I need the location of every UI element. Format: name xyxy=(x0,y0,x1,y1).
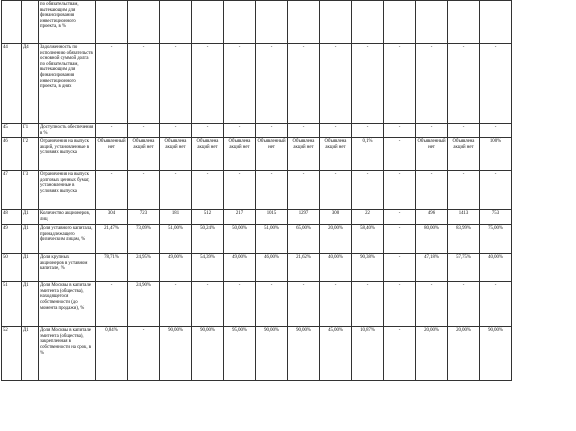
indicator-name: Ограничения на выпуск акций, установленные в условиях выпуска xyxy=(39,138,96,171)
value-cell: - xyxy=(128,327,160,381)
indicator-name: Доступность обеспечения в % xyxy=(39,124,96,138)
value-cell: 723 xyxy=(128,210,160,225)
value-cell xyxy=(224,1,256,44)
value-cell: - xyxy=(384,44,416,124)
value-cell: 753 xyxy=(480,210,512,225)
value-cell: 54,39% xyxy=(192,254,224,282)
value-cell: Объявлена акций нет xyxy=(192,138,224,171)
value-cell: 1297 xyxy=(288,210,320,225)
value-cell: - xyxy=(256,282,288,327)
value-cell: - xyxy=(384,327,416,381)
value-cell: 20,00% xyxy=(416,327,448,381)
value-cell: 83,99% xyxy=(448,225,480,254)
value-cell: - xyxy=(352,171,384,210)
value-cell: - xyxy=(384,124,416,138)
table-row xyxy=(2,327,576,381)
value-cell: Объявленный нет xyxy=(96,138,128,171)
value-cell xyxy=(288,1,320,44)
value-cell: 0,84% xyxy=(96,327,128,381)
indicator-name: Доля уставного капитала, принадлежащего физическим лицам, % xyxy=(39,225,96,254)
row-code xyxy=(22,1,39,44)
value-cell: 57,75% xyxy=(448,254,480,282)
value-cell: 50,00% xyxy=(224,225,256,254)
indicator-name: Доля Москвы в капитале эмитента (общества), закрепленная в собственности на срок, в % xyxy=(39,327,96,381)
row-code: Д1 xyxy=(22,254,39,282)
value-cell: 90,38% xyxy=(352,254,384,282)
row-number: 47 xyxy=(2,171,22,210)
value-cell: - xyxy=(288,282,320,327)
value-cell: 40,00% xyxy=(480,254,512,282)
value-cell: - xyxy=(96,124,128,138)
value-cell: - xyxy=(416,44,448,124)
value-cell: - xyxy=(256,171,288,210)
value-cell: - xyxy=(256,124,288,138)
value-cell: - xyxy=(256,44,288,124)
value-cell: - xyxy=(320,282,352,327)
value-cell: - xyxy=(224,282,256,327)
value-cell: 24,95% xyxy=(128,254,160,282)
value-cell: 100% xyxy=(480,138,512,171)
table-row xyxy=(2,282,576,327)
value-cell: Объявлена акций нет xyxy=(128,138,160,171)
value-cell: - xyxy=(416,171,448,210)
value-cell: - xyxy=(160,124,192,138)
value-cell: - xyxy=(160,44,192,124)
value-cell: Объявлена акций нет xyxy=(224,138,256,171)
value-cell: 496 xyxy=(416,210,448,225)
value-cell: - xyxy=(96,282,128,327)
value-cell: Объявлена акций нет xyxy=(320,138,352,171)
value-cell xyxy=(96,1,128,44)
indicator-name: Ограничения на выпуск долговых ценных бумаг, установленные в условиях выпуска xyxy=(39,171,96,210)
value-cell: 65,00% xyxy=(288,225,320,254)
value-cell: 24,90% xyxy=(128,282,160,327)
value-cell: 0,1% xyxy=(352,138,384,171)
value-cell: - xyxy=(352,124,384,138)
row-number: 44 xyxy=(2,44,22,124)
value-cell: - xyxy=(192,44,224,124)
value-cell: 21,47% xyxy=(96,225,128,254)
table-row xyxy=(2,225,576,254)
value-cell: 40,00% xyxy=(320,254,352,282)
value-cell: 49,00% xyxy=(224,254,256,282)
value-cell: 75,00% xyxy=(480,225,512,254)
value-cell: - xyxy=(480,44,512,124)
table-row xyxy=(2,1,576,44)
value-cell: Объявлена акций нет xyxy=(288,138,320,171)
value-cell: - xyxy=(384,210,416,225)
value-cell: - xyxy=(224,44,256,124)
value-cell: 1015 xyxy=(256,210,288,225)
value-cell: 47,18% xyxy=(416,254,448,282)
value-cell: - xyxy=(480,282,512,327)
value-cell: 90,00% xyxy=(192,327,224,381)
value-cell: - xyxy=(288,171,320,210)
value-cell: 51,00% xyxy=(160,225,192,254)
value-cell xyxy=(160,1,192,44)
value-cell: 304 xyxy=(96,210,128,225)
table-row xyxy=(2,138,576,171)
value-cell: - xyxy=(128,44,160,124)
row-code: Д4 xyxy=(22,44,39,124)
indicator-name: Количество акционеров, лиц xyxy=(39,210,96,225)
row-code: Г3 xyxy=(22,171,39,210)
row-code: Д1 xyxy=(22,225,39,254)
value-cell: 90,00% xyxy=(160,327,192,381)
value-cell: - xyxy=(448,171,480,210)
table-row xyxy=(2,171,576,210)
value-cell: - xyxy=(96,44,128,124)
value-cell: 95,00% xyxy=(224,327,256,381)
row-code: Г1 xyxy=(22,124,39,138)
indicator-name: Доля Москвы в капитале эмитента (общества), находящегося собственности (до момента продажи), % xyxy=(39,282,96,327)
row-code: Д1 xyxy=(22,327,39,381)
value-cell: 217 xyxy=(224,210,256,225)
value-cell xyxy=(384,1,416,44)
value-cell: 73,09% xyxy=(128,225,160,254)
value-cell: 49,00% xyxy=(160,254,192,282)
table-row xyxy=(2,210,576,225)
value-cell: 181 xyxy=(160,210,192,225)
value-cell: 20,00% xyxy=(320,225,352,254)
value-cell: - xyxy=(384,138,416,171)
value-cell: - xyxy=(192,282,224,327)
row-number: 50 xyxy=(2,254,22,282)
value-cell: 512 xyxy=(192,210,224,225)
indicator-name: Доля крупных акционеров в уставном капитале, % xyxy=(39,254,96,282)
row-number: 46 xyxy=(2,138,22,171)
value-cell: - xyxy=(448,44,480,124)
value-cell: - xyxy=(320,124,352,138)
value-cell: 78,71% xyxy=(96,254,128,282)
value-cell: - xyxy=(224,171,256,210)
value-cell: Объявленный нет xyxy=(416,138,448,171)
value-cell: Объявлена акций нет xyxy=(448,138,480,171)
value-cell: 58,40% xyxy=(352,225,384,254)
value-cell: - xyxy=(160,282,192,327)
value-cell xyxy=(256,1,288,44)
value-cell: 51,00% xyxy=(256,225,288,254)
value-cell: 10,87% xyxy=(352,327,384,381)
data-table xyxy=(1,0,576,381)
value-cell xyxy=(480,1,512,44)
value-cell xyxy=(320,1,352,44)
row-code: Д1 xyxy=(22,282,39,327)
value-cell xyxy=(192,1,224,44)
row-number: 52 xyxy=(2,327,22,381)
value-cell: - xyxy=(416,124,448,138)
value-cell: 21,62% xyxy=(288,254,320,282)
value-cell: - xyxy=(288,44,320,124)
value-cell: - xyxy=(416,282,448,327)
value-cell: - xyxy=(384,282,416,327)
value-cell: - xyxy=(480,124,512,138)
value-cell: 90,00% xyxy=(288,327,320,381)
value-cell: - xyxy=(384,254,416,282)
value-cell: - xyxy=(448,124,480,138)
indicator-name: Задолженность по исполнению обязательств основной суммой долга по обязательствам, вытекающим для финансирования инвестиционного проекта, в днях xyxy=(39,44,96,124)
value-cell: 20,00% xyxy=(448,327,480,381)
value-cell: 300 xyxy=(320,210,352,225)
table-row xyxy=(2,124,576,138)
value-cell: 80,00% xyxy=(416,225,448,254)
value-cell: - xyxy=(160,171,192,210)
value-cell: - xyxy=(384,225,416,254)
value-cell: - xyxy=(352,44,384,124)
table-body xyxy=(2,1,576,381)
value-cell: Объявленный нет xyxy=(256,138,288,171)
value-cell: 45,00% xyxy=(320,327,352,381)
value-cell: Объявлена акций нет xyxy=(160,138,192,171)
indicator-name: по обязательствам, вытекающим для финансирования инвестиционного проекта, в % xyxy=(39,1,96,44)
value-cell: - xyxy=(192,171,224,210)
value-cell: 90,00% xyxy=(480,327,512,381)
value-cell: 1413 xyxy=(448,210,480,225)
table-row xyxy=(2,44,576,124)
table-row xyxy=(2,254,576,282)
row-number: 45 xyxy=(2,124,22,138)
row-number: 48 xyxy=(2,210,22,225)
row-code: Д1 xyxy=(22,210,39,225)
value-cell: 22 xyxy=(352,210,384,225)
value-cell: - xyxy=(192,124,224,138)
value-cell: - xyxy=(288,124,320,138)
value-cell xyxy=(448,1,480,44)
row-number: 49 xyxy=(2,225,22,254)
value-cell: 46,00% xyxy=(256,254,288,282)
value-cell: - xyxy=(320,44,352,124)
value-cell: - xyxy=(128,171,160,210)
value-cell: - xyxy=(384,171,416,210)
row-number xyxy=(2,1,22,44)
value-cell xyxy=(352,1,384,44)
value-cell: - xyxy=(96,171,128,210)
value-cell: - xyxy=(128,124,160,138)
value-cell: 50,24% xyxy=(192,225,224,254)
value-cell xyxy=(128,1,160,44)
value-cell: 90,00% xyxy=(256,327,288,381)
value-cell xyxy=(416,1,448,44)
value-cell: - xyxy=(224,124,256,138)
value-cell: - xyxy=(352,282,384,327)
value-cell: - xyxy=(480,171,512,210)
row-code: Г2 xyxy=(22,138,39,171)
row-number: 51 xyxy=(2,282,22,327)
value-cell: - xyxy=(320,171,352,210)
value-cell: - xyxy=(448,282,480,327)
